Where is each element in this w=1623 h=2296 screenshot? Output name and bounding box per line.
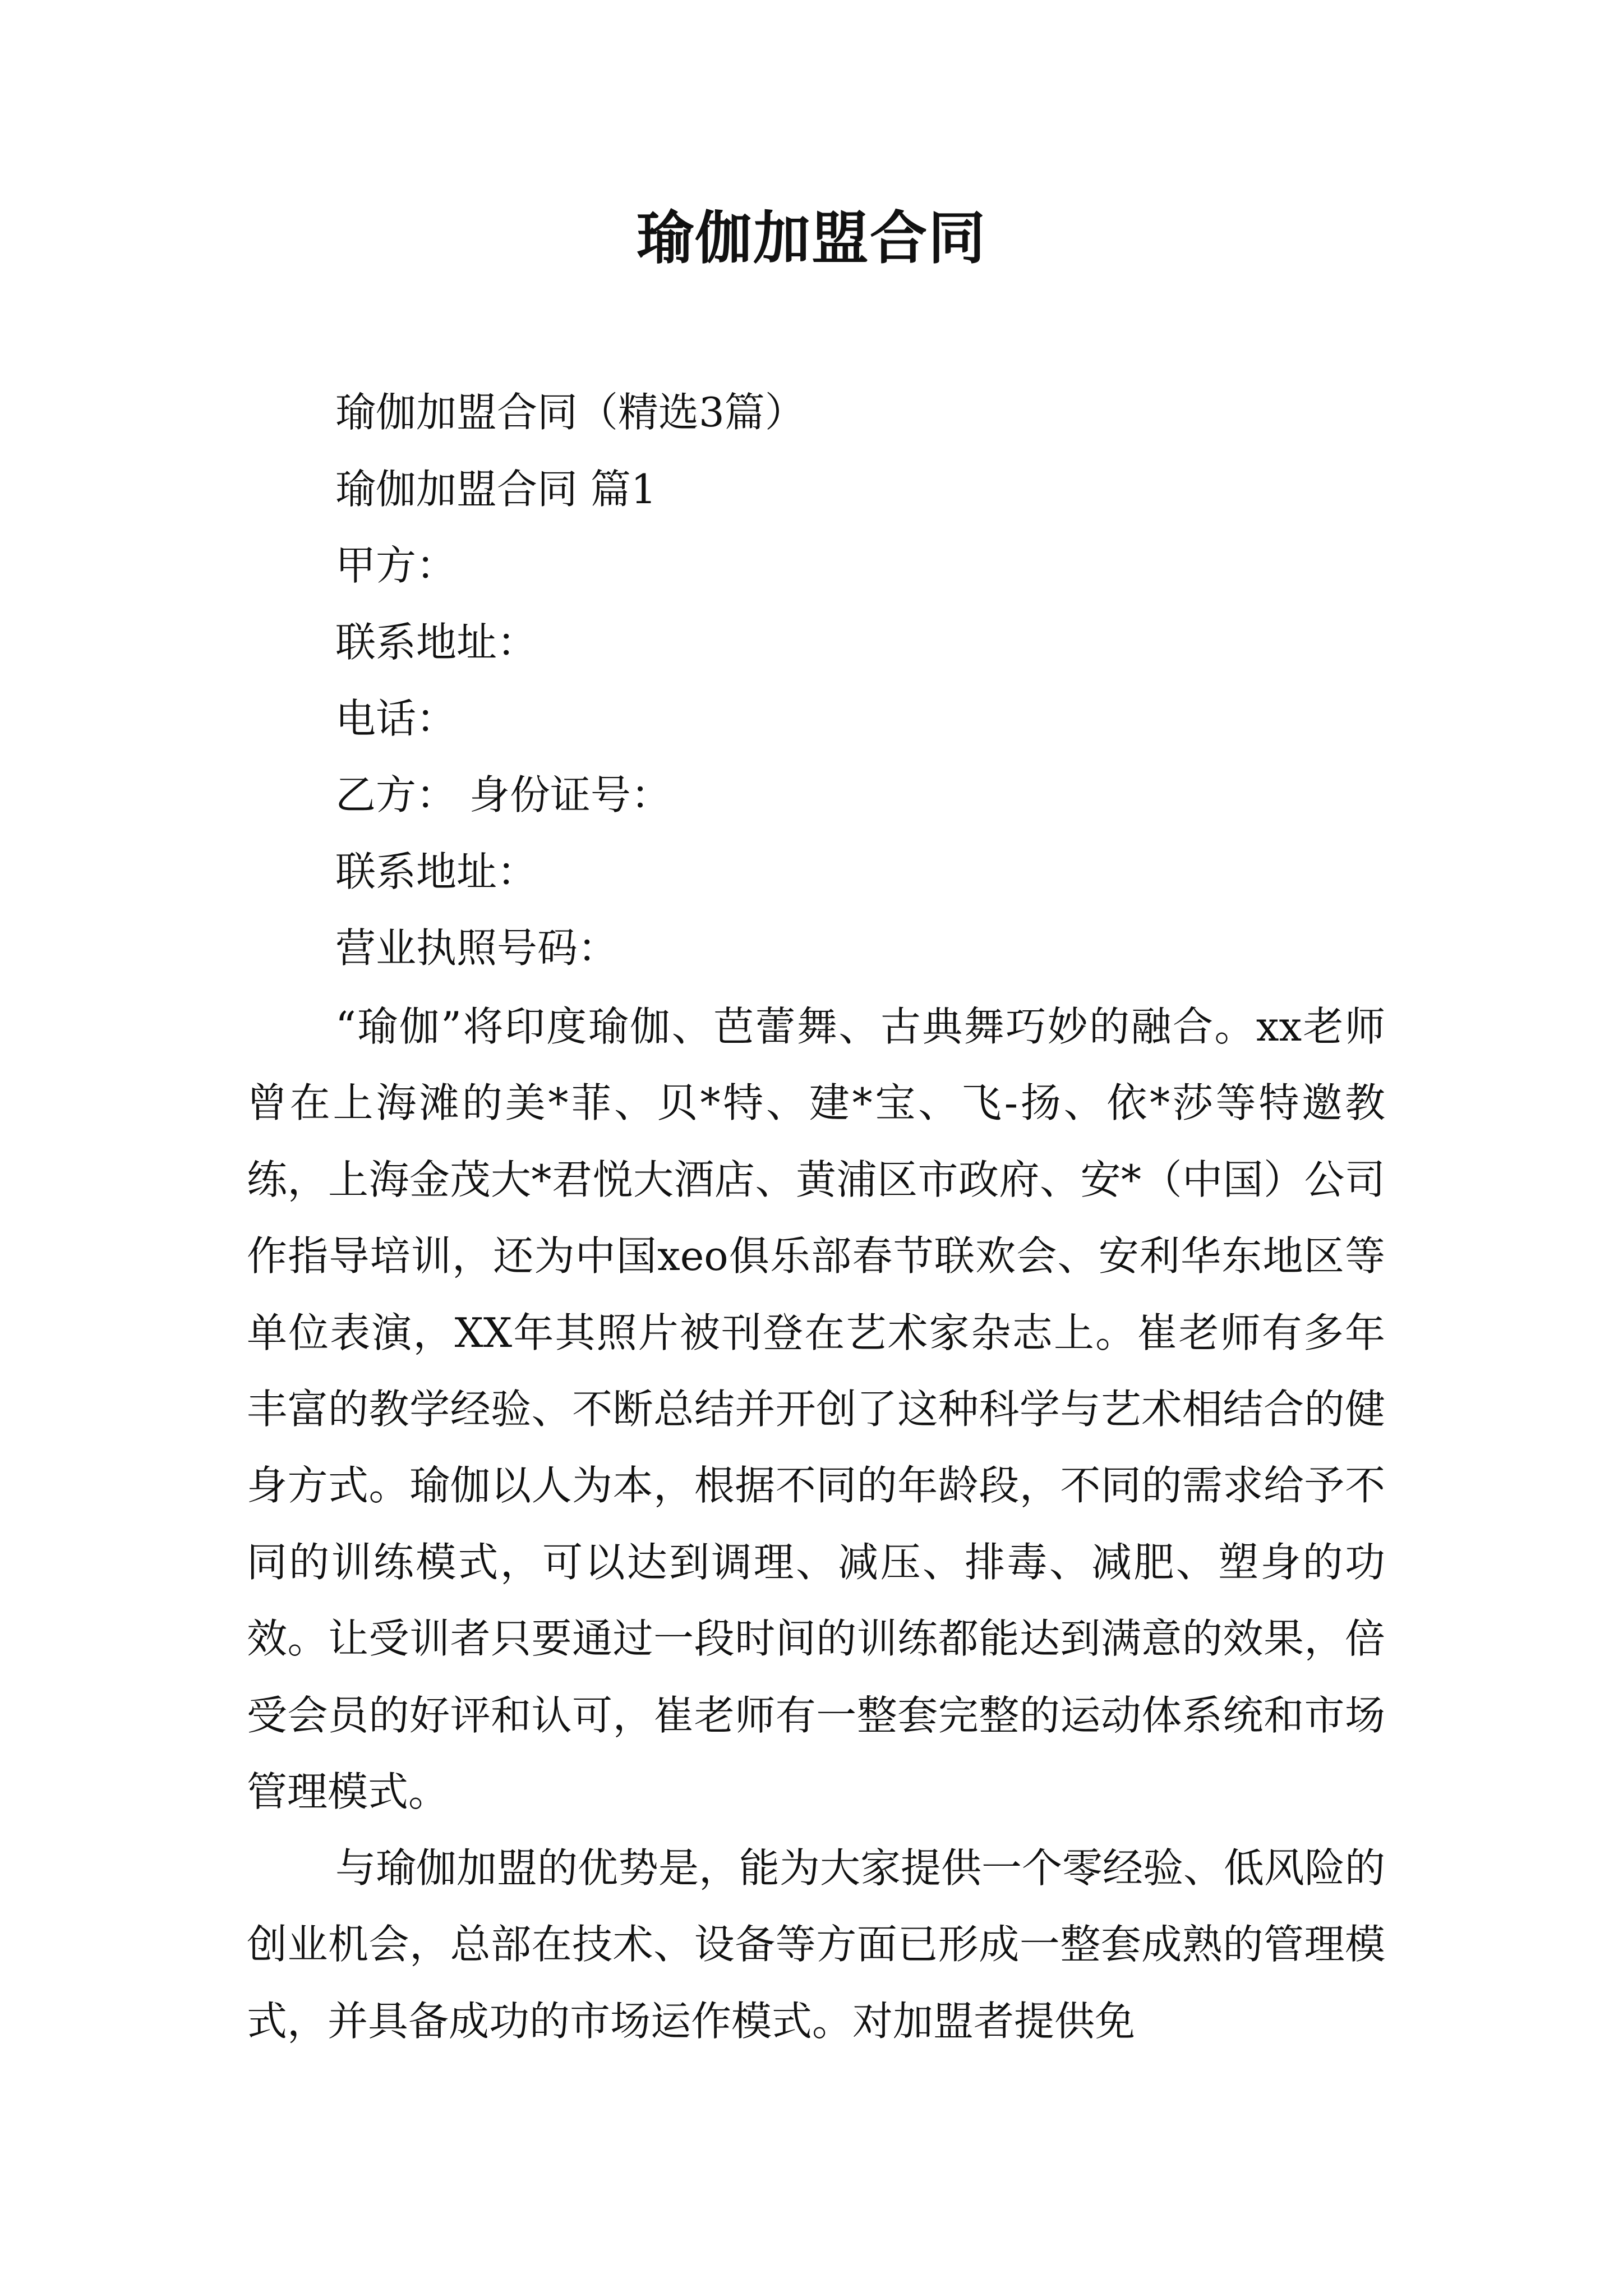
body-paragraph-advantages: 与瑜伽加盟的优势是，能为大家提供一个零经验、低风险的创业机会，总部在技术、设备等方面已形成一整套成熟的管理模式，并具备成功的市场运作模式。对加盟者提供免 bbox=[247, 1844, 1386, 2045]
section-heading: 瑜伽加盟合同 篇1 bbox=[335, 466, 657, 513]
document-title: 瑜伽加盟合同 bbox=[637, 205, 986, 272]
party-a-address-label: 联系地址： bbox=[335, 619, 538, 666]
party-a-phone-label: 电话： bbox=[335, 695, 457, 742]
party-a-label: 甲方： bbox=[335, 542, 457, 589]
party-b-id-label: 乙方： 身份证号： bbox=[335, 771, 671, 818]
party-b-address-label: 联系地址： bbox=[335, 848, 538, 895]
body-paragraph-intro: “瑜伽”将印度瑜伽、芭蕾舞、古典舞巧妙的融合。xx老师曾在上海滩的美*菲、贝*特、建*宝、飞-扬、依*莎等特邀教练，上海金茂大*君悦大酒店、黄浦区市政府、安*（中国）公司作指导培训，还为中国xeo俱乐部春节联欢会、安利华东地区等单位表演，XX年其照片被刊登在艺术家杂志上。崔老师有多年丰富的教学经验、不断总结并开创了这种科学与艺术相结合的健身方式。瑜伽以人为本，根据不同的年龄段，不同的需求给予不同的训练模式，可以达到调理、减压、排毒、减肥、塑身的功效。让受训者只要通过一段时间的训练都能达到满意的效果，倍受会员的好评和认可，崔老师有一整套完整的运动体系统和市场管理模式。 bbox=[247, 1003, 1385, 1816]
subtitle-line: 瑜伽加盟合同（精选3篇） bbox=[335, 389, 805, 436]
business-license-label: 营业执照号码： bbox=[335, 924, 619, 972]
